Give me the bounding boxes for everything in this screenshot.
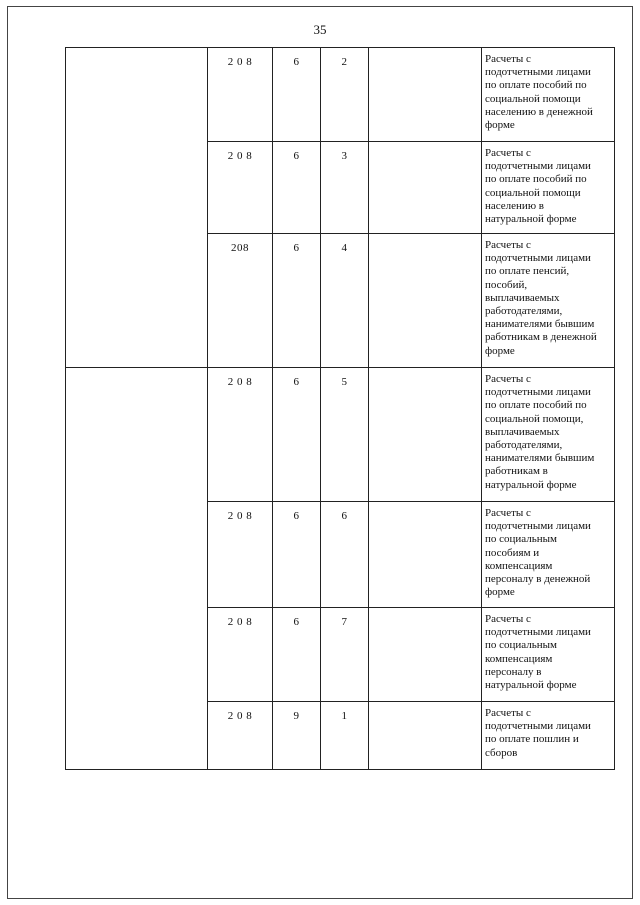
description-cell: Расчеты с подотчетными лицами по оплате пенсий, пособий, выплачиваемых работодателями, нанимателями бывшим работникам в денежной форме xyxy=(482,234,615,368)
description-cell: Расчеты с подотчетными лицами по оплате пособий по социальной помощи населению в натуральной форме xyxy=(482,142,615,234)
empty-cell xyxy=(369,142,482,234)
table-row xyxy=(66,48,615,142)
kosgu-item-cell: 7 xyxy=(321,608,369,702)
blank-cell xyxy=(66,48,208,368)
ledger-table xyxy=(65,47,615,770)
code-cell: 2 0 8 xyxy=(208,48,273,142)
page-number: 35 xyxy=(313,22,327,37)
description-cell: Расчеты с подотчетными лицами по оплате пошлин и сборов xyxy=(482,702,615,770)
kosgu-item-cell: 6 xyxy=(321,502,369,608)
code-cell: 2 0 8 xyxy=(208,702,273,770)
kosgu-group-cell: 6 xyxy=(273,368,321,502)
kosgu-item-cell: 1 xyxy=(321,702,369,770)
kosgu-group-cell: 6 xyxy=(273,502,321,608)
code-cell: 208 xyxy=(208,234,273,368)
empty-cell xyxy=(369,234,482,368)
description-cell: Расчеты с подотчетными лицами по оплате пособий по социальной помощи населению в денежной форме xyxy=(482,48,615,142)
kosgu-item-cell: 2 xyxy=(321,48,369,142)
description-cell: Расчеты с подотчетными лицами по социальным компенсациям персоналу в натуральной форме xyxy=(482,608,615,702)
table-row xyxy=(66,368,615,502)
kosgu-item-cell: 4 xyxy=(321,234,369,368)
code-cell: 2 0 8 xyxy=(208,608,273,702)
code-cell: 2 0 8 xyxy=(208,368,273,502)
kosgu-group-cell: 6 xyxy=(273,608,321,702)
description-cell: Расчеты с подотчетными лицами по социальным пособиям и компенсациям персоналу в денежной форме xyxy=(482,502,615,608)
blank-cell xyxy=(66,368,208,770)
empty-cell xyxy=(369,48,482,142)
code-cell: 2 0 8 xyxy=(208,502,273,608)
empty-cell xyxy=(369,502,482,608)
empty-cell xyxy=(369,608,482,702)
kosgu-item-cell: 5 xyxy=(321,368,369,502)
kosgu-item-cell: 3 xyxy=(321,142,369,234)
empty-cell xyxy=(369,368,482,502)
description-cell: Расчеты с подотчетными лицами по оплате пособий по социальной помощи, выплачиваемых работодателями, нанимателями бывшим работникам в натуральной форме xyxy=(482,368,615,502)
kosgu-group-cell: 6 xyxy=(273,142,321,234)
empty-cell xyxy=(369,702,482,770)
kosgu-group-cell: 9 xyxy=(273,702,321,770)
kosgu-group-cell: 6 xyxy=(273,48,321,142)
code-cell: 2 0 8 xyxy=(208,142,273,234)
kosgu-group-cell: 6 xyxy=(273,234,321,368)
